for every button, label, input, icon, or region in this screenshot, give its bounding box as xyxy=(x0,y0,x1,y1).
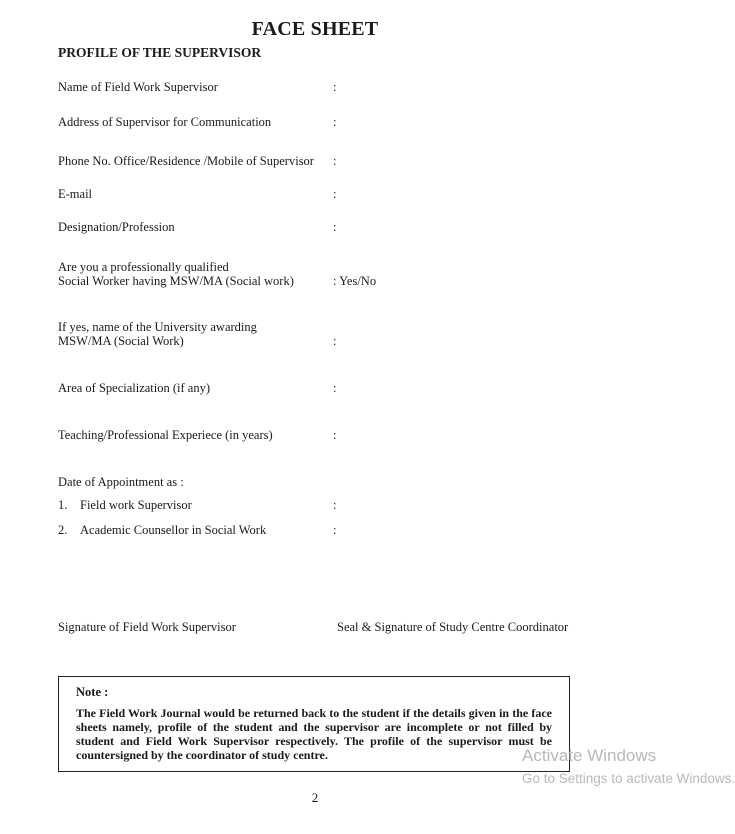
signature-coordinator-label: Seal & Signature of Study Centre Coordinator xyxy=(337,620,569,634)
field-colon: : xyxy=(333,220,337,234)
field-label-qualified-line1: Are you a professionally qualified xyxy=(58,260,229,274)
field-label-qualified-line2: Social Worker having MSW/MA (Social work) xyxy=(58,274,294,288)
note-title: Note : xyxy=(76,685,109,699)
field-colon: : xyxy=(333,498,337,512)
appointment-heading: Date of Appointment as : xyxy=(58,475,184,489)
activation-watermark-title: Activate Windows xyxy=(522,746,657,765)
field-yes-no: : Yes/No xyxy=(333,274,377,288)
appointment-item-label: Academic Counsellor in Social Work xyxy=(80,523,267,537)
page-title: FACE SHEET xyxy=(251,18,379,40)
field-label-address: Address of Supervisor for Communication xyxy=(58,115,272,129)
field-colon: : xyxy=(333,523,337,537)
field-colon: : xyxy=(333,428,337,442)
appointment-item-number: 2. xyxy=(58,523,68,537)
field-colon: : xyxy=(333,154,337,168)
field-label-designation: Designation/Profession xyxy=(58,220,175,234)
field-label-experience: Teaching/Professional Experiece (in years) xyxy=(58,428,273,442)
field-label-phone: Phone No. Office/Residence /Mobile of Supervisor xyxy=(58,154,314,168)
field-colon: : xyxy=(333,334,337,348)
field-colon: : xyxy=(333,381,337,395)
field-colon: : xyxy=(333,80,337,94)
field-colon: : xyxy=(333,187,337,201)
appointment-item-number: 1. xyxy=(58,498,68,512)
note-box xyxy=(58,676,570,772)
appointment-item-label: Field work Supervisor xyxy=(80,498,192,512)
section-title: PROFILE OF THE SUPERVISOR xyxy=(58,45,262,60)
field-label-supervisor-name: Name of Field Work Supervisor xyxy=(58,80,218,94)
field-label-specialization: Area of Specialization (if any) xyxy=(58,381,211,395)
signature-supervisor-label: Signature of Field Work Supervisor xyxy=(58,620,236,634)
field-colon: : xyxy=(333,115,337,129)
field-label-email: E-mail xyxy=(58,187,93,201)
field-label-university-line1: If yes, name of the University awarding xyxy=(58,320,257,334)
note-body: The Field Work Journal would be returned back to the student if the details given in the face sheets namely, profile of the student and the supervisor are incomplete or not filled by student and Field Work Supervisor respectively. The profile of the supervisor must be countersigned by the coordinator of study centre. xyxy=(76,706,552,762)
activation-watermark-subtitle: Go to Settings to activate Windows. xyxy=(522,771,735,786)
page-number: 2 xyxy=(311,790,319,805)
field-label-university-line2: MSW/MA (Social Work) xyxy=(58,334,184,348)
